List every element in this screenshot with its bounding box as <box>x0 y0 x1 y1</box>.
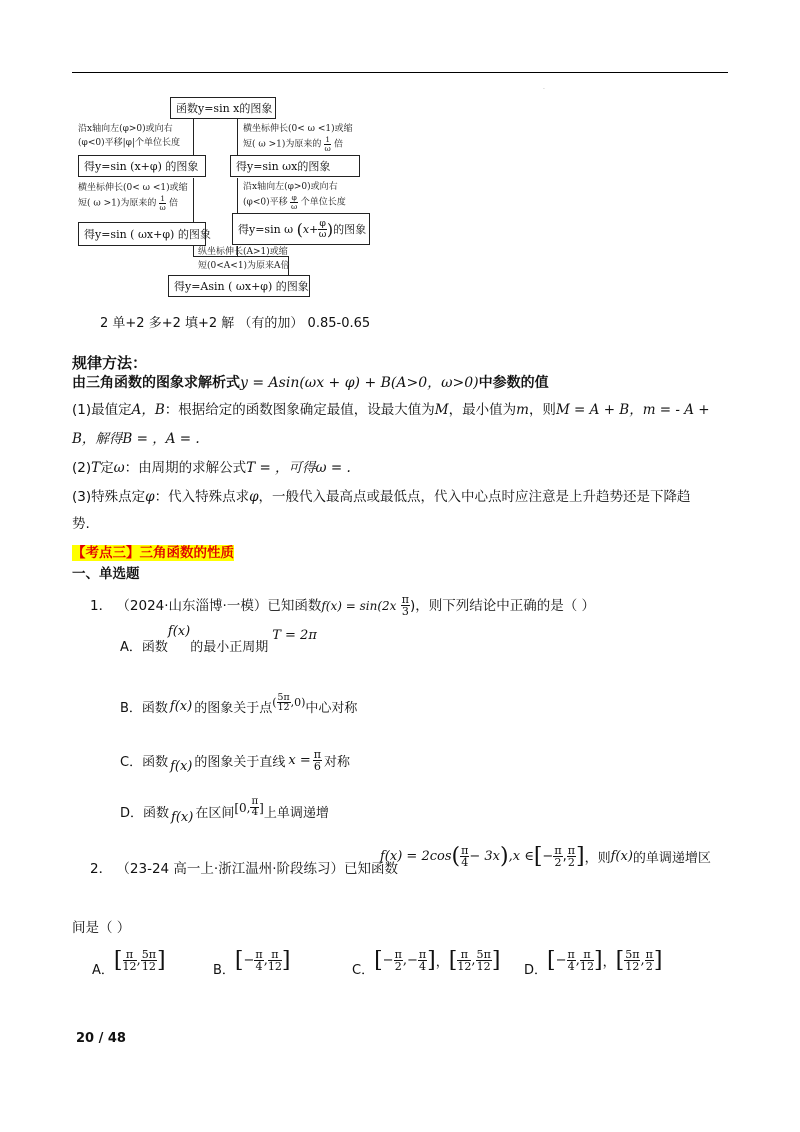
q2-text-cont: 间是（ ） <box>72 920 131 936</box>
fc-line <box>237 119 238 155</box>
fraction: $\frac{\pi}{12}$ <box>122 947 137 973</box>
fraction: $\frac{\pi}{2}$ <box>394 947 402 973</box>
fraction: $\frac{\varphi}{\omega}$ <box>318 218 327 240</box>
section-tag: 【考点三】三角函数的性质 <box>72 545 234 561</box>
q1-option-c[interactable]: C．函数 f(x) 的图象关于直线 x = $\frac{\pi}{6}$ 对称 <box>120 748 351 775</box>
method-item-2: (2)T定ω：由周期的求解公式T = ，可得ω = . <box>72 460 351 476</box>
fc-right-note2: 沿x轴向左(φ>0)或向右 (φ<0)平移 $\frac{\varphi}{\omega}$ 个单位长度 <box>243 182 346 211</box>
fc-line <box>237 178 238 213</box>
fc-left-note1: 沿x轴向左(φ>0)或向右 (φ<0)平移|φ|个单位长度 <box>78 124 180 148</box>
page-number: 20 / 48 <box>76 1031 126 1046</box>
method-item-3-cont: 势. <box>72 516 90 532</box>
fc-right-box2: 得y=sin ω ( x + $\frac{\varphi}{\omega}$ ) 的图象 <box>232 213 370 245</box>
fc-right-note1: 横坐标伸长(0< ω <1)或缩 短( ω >1)为原来的 $\frac{1}{\omega}$ 倍 <box>243 124 353 153</box>
fraction: $\frac{5\pi}{12}$ <box>625 947 640 973</box>
fraction: $\frac{1}{\omega}$ <box>324 135 331 153</box>
fraction: $\frac{\pi}{4}$ <box>418 947 427 973</box>
q2-option-c[interactable]: C． [ − $\frac{\pi}{2}$ ,− $\frac{\pi}{4}$ ] ， [ $\frac{\pi}{12}$ , $\frac{5\pi}{12}$ ] <box>352 947 501 978</box>
q2-option-b[interactable]: B． [ − $\frac{\pi}{4}$ , $\frac{\pi}{12}$ ] <box>213 947 291 978</box>
question-1: 1． （2024·山东淄博·一模）已知函数 f(x) = sin(2x $\frac{\pi}{3}$ )，则下列结论中正确的是（ ） <box>90 593 596 618</box>
fraction: $\frac{5\pi}{12}$ <box>141 947 156 973</box>
fc-line <box>193 246 194 256</box>
method-item-1-cont: B，解得B = ，A = . <box>72 431 200 447</box>
method-heading: 规律方法： <box>72 354 148 372</box>
q2-option-d[interactable]: D． [ − $\frac{\pi}{4}$ , $\frac{\pi}{12}$ ] ， [ $\frac{5\pi}{12}$ , $\frac{\pi}{2}$ ] <box>524 947 663 978</box>
fraction: $\frac{\pi}{2}$ <box>554 843 562 869</box>
fc-bottom-box: 得y=Asin ( ωx+φ) 的图象 <box>168 275 310 297</box>
fraction: $\frac{\pi}{4}$ <box>567 947 575 973</box>
q2-option-a[interactable]: A． [ $\frac{\pi}{12}$ , $\frac{5\pi}{12}$ ] <box>92 947 166 978</box>
fraction: $\frac{\varphi}{\omega}$ <box>291 193 298 211</box>
fraction: $\frac{\pi}{4}$ <box>251 796 259 819</box>
fc-line <box>193 119 194 155</box>
q1-option-b[interactable]: B．函数 f(x) 的图象关于点 ( $\frac{5\pi}{12}$ ,0) 中心对称 <box>120 692 358 717</box>
fraction: $\frac{\pi}{2}$ <box>645 947 653 973</box>
fraction: $\frac{\pi}{4}$ <box>255 947 263 973</box>
header-mark: · <box>543 86 545 93</box>
scoring-note: 2 单+2 多+2 填+2 解 （有的加） 0.85-0.65 <box>100 316 371 331</box>
fraction: $\frac{\pi}{12}$ <box>457 947 472 973</box>
fc-right-box1: 得y=sin ωx的图象 <box>230 155 360 177</box>
fraction: $\frac{1}{\omega}$ <box>159 194 166 212</box>
fraction: $\frac{\pi}{2}$ <box>567 843 575 869</box>
method-item-3: (3)特殊点定φ：代入特殊点求φ，一般代入最高点或最低点，代入中心点时应注意是上升趋势还是下降趋 <box>72 489 691 505</box>
fc-bottom-note: 纵坐标伸长(A>1)或缩 短(0<A<1)为原来A倍 <box>198 247 290 271</box>
fc-left-box1: 得y=sin (x+φ) 的图象 <box>78 155 206 177</box>
fraction: $\frac{5\pi}{12}$ <box>277 692 290 714</box>
q1-option-d[interactable]: D．函数 f(x) 在区间 [0, $\frac{\pi}{4}$ ] 上单调递增 <box>120 796 329 826</box>
fraction: $\frac{\pi}{3}$ <box>401 593 409 618</box>
q1-option-a[interactable]: A．函数 f(x) 的最小正周期 T = 2π <box>120 624 317 655</box>
method-intro: 由三角函数的图象求解析式y = Asin(ωx + φ) + B(A>0，ω>0)中参数的值 <box>72 375 549 391</box>
method-item-1: (1)最值定A，B：根据给定的函数图象确定最值，设最大值为M，最小值为m，则M = A + B，m = - A + <box>72 402 710 418</box>
fraction: $\frac{5\pi}{12}$ <box>476 947 491 973</box>
fc-top-box: 函数y=sin x的图象 <box>170 97 276 119</box>
fraction: $\frac{\pi}{12}$ <box>267 947 282 973</box>
header-rule <box>72 72 728 73</box>
q2-function: f(x) = 2cos ( $\frac{\pi}{4}$ − 3x ) ,x ∈ [ − $\frac{\pi}{2}$ , $\frac{\pi}{2}$ ] ，则 f(x) 的单调递增区 <box>380 843 711 869</box>
fraction: $\frac{\pi}{6}$ <box>313 748 322 774</box>
fc-left-note2: 横坐标伸长(0< ω <1)或缩 短( ω >1)为原来的 $\frac{1}{\omega}$ 倍 <box>78 183 188 212</box>
question-2: 2． （23-24 高一上·浙江温州·阶段练习）已知函数 <box>90 861 398 877</box>
fraction: $\frac{\pi}{4}$ <box>461 843 469 869</box>
fraction: $\frac{\pi}{12}$ <box>579 947 594 973</box>
fc-left-box2: 得y=sin ( ωx+φ) 的图象 <box>78 222 206 246</box>
section-subheading: 一、单选题 <box>72 566 140 582</box>
fc-line <box>193 178 194 222</box>
